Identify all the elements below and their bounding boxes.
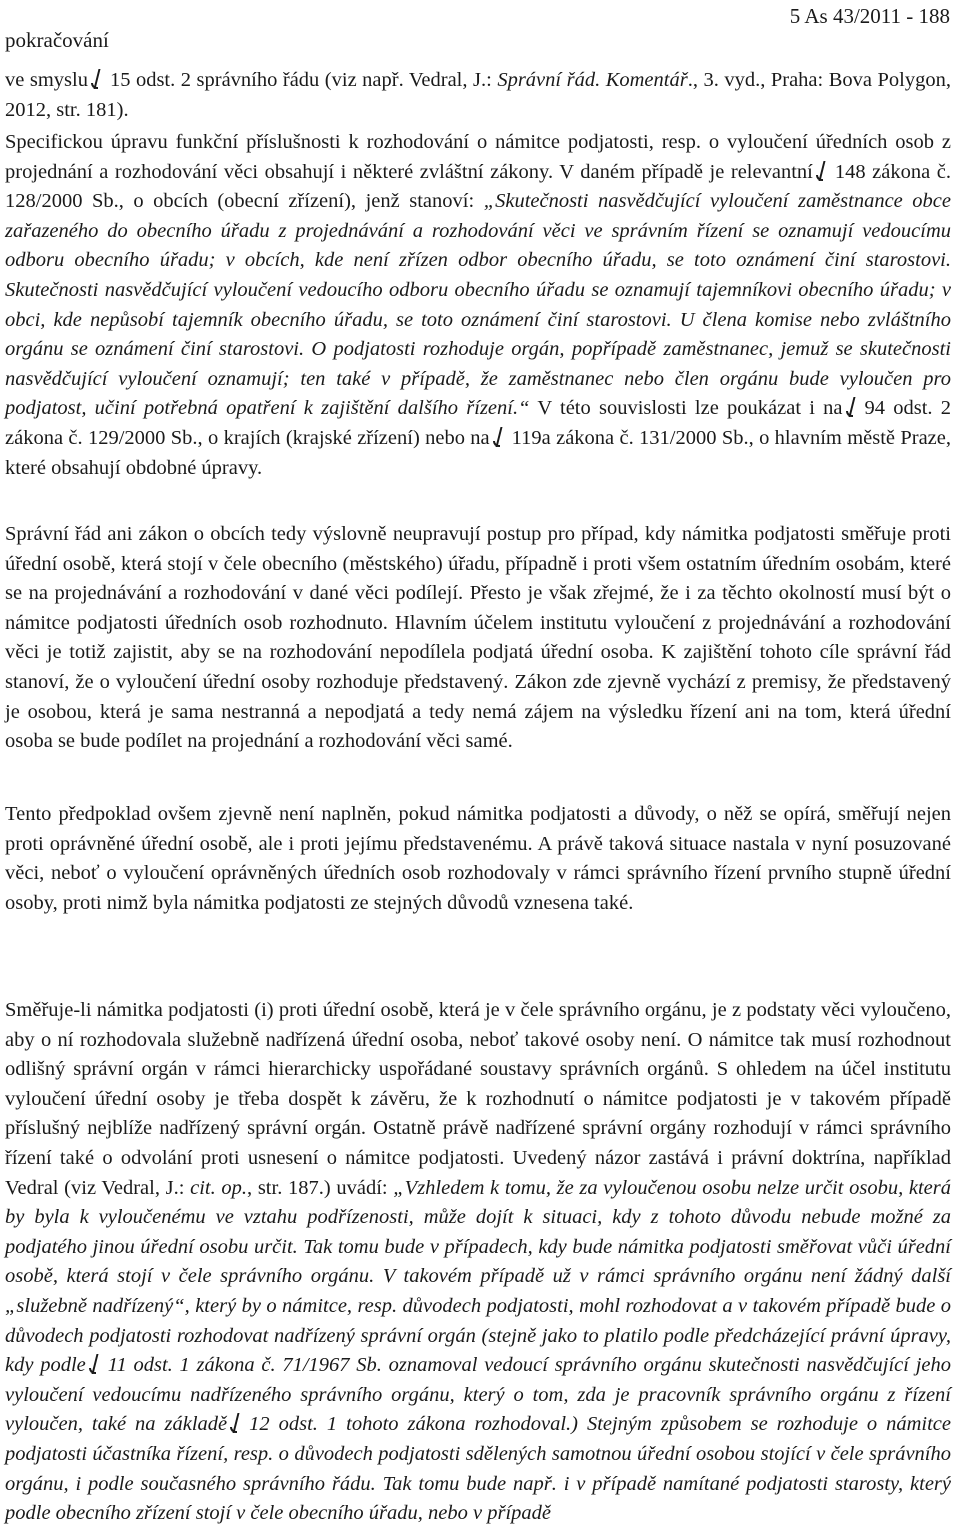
citation-ref: cit. op. bbox=[190, 1176, 248, 1199]
paragraph-2-text-a: Specifickou úpravu funkční příslušnosti k rozhodování o námitce podjatosti, resp. o vyloučení úředních osob z projednání a rozhodování věci obsahují i některé zvláštní zákony. V daném případě je relevantní bbox=[5, 131, 951, 183]
continuation-label: pokračování bbox=[5, 28, 109, 52]
paragraph-2-text-e: 94 odst. 2 zákona č. 129/2000 Sb., o krajích (krajské zřízení) nebo na bbox=[5, 397, 951, 449]
paragraph-1-text-b: 15 odst. 2 správního řádu (viz např. Vedral, J.: bbox=[109, 69, 498, 91]
statute-quote: „Skutečnosti nasvědčující vyloučení zaměstnance obce zařazeného do obecního úřadu z projednávání a rozhodování věci ve správním řízení se oznamují vedoucímu odboru obecního úřadu; v obcích, kde není zřízen odbor obecního úřadu, se toto oznámení činí starostovi. Skutečnosti nasvědčující vyloučení vedoucího odboru obecního úřadu se oznamují tajemníkovi obecního úřadu; v obci, kde nepůsobí tajemník obecního úřadu, se toto oznámení činí starostovi. U člena komise nebo zvláštního orgánu se oznámení činí starostovi. O podjatosti rozhoduje orgán, popřípadě zaměstnanec, jemuž se skutečnosti nasvědčující vyloučení oznamují; ten také v případě, že zaměstnanec nebo člen orgánu bude vyloučen pro podjatost, učiní potřebná opatření k zajištění dalšího řízení.“ bbox=[5, 190, 951, 420]
paragraph-3: Správní řád ani zákon o obcích tedy výslovně neupravují postup pro případ, kdy námitka podjatosti směřuje proti úřední osobě, která stojí v čele obecního (městského) úřadu, případně i proti všem ostatním úředním osobám, které se na projednávání a rozhodování v dané věci podílejí. Přesto je však zřejmé, že i za těchto okolností musí být o námitce podjatosti úředních osob rozhodnuto. Hlavním účelem institutu vyloučení z projednávání a rozhodování věci je totiž zajistit, aby se na rozhodování nepodílela podjatá úřední osoba. K zajištění tohoto cíle správní řád stanoví, že o vyloučení úřední osoby rozhoduje představený. Zákon zde zjevně vychází z premisy, že představený je osobou, která je sama nestranná a nepodjatá a tedy nemá zájem na výsledku řízení ani na tom, která úřední osoba se bude podílet na projednání a rozhodování věci samé. bbox=[5, 523, 951, 753]
paragraph-2 bbox=[5, 128, 951, 483]
paragraph-1 bbox=[5, 66, 951, 125]
paragraph-2-text-d: V této souvislosti lze poukázat i na bbox=[529, 397, 843, 420]
doctrine-quote-c: 12 odst. 1 tohoto zákona rozhodoval.) Stejným způsobem se rozhoduje o námitce podjatosti účastníka řízení, resp. o důvodech podjatosti sdělených samotnou úřední osobou stojící v čele správního orgánu, i podle současného správního řádu. Tak tomu bude např. i v případě namítané podjatosti starosty, který podle obecního zřízení stojí v čele obecního úřadu, nebo v případě bbox=[5, 1413, 952, 1525]
paragraph-1-text-a: ve smyslu bbox=[5, 69, 88, 91]
paragraph-1-text-d: ., 3. vyd., Praha: Bova Polygon, 2012, str. 181). bbox=[5, 69, 951, 121]
section-sign-icon bbox=[493, 427, 506, 447]
paragraph-2-text-b: 148 zákona č. 128/2000 Sb., o obcích (obecní zřízení), jenž stanoví: bbox=[5, 160, 951, 213]
paragraph-2-text-f: 119a zákona č. 131/2000 Sb., o hlavním městě Praze, které obsahují obdobné úpravy. bbox=[5, 426, 951, 479]
section-sign-icon bbox=[89, 1354, 102, 1374]
doctrine-quote-b: 11 odst. 1 zákona č. 71/1967 Sb. oznamoval vedoucí správního orgánu skutečnosti nasvědčující jeho vyloučení vedoucímu nadřízeného správního orgánu, který o tom, zda je pracovník správního orgánu z řízení vyloučen, také na základě bbox=[5, 1354, 951, 1436]
paragraph-4: Tento předpoklad ovšem zjevně není naplněn, pokud námitka podjatosti a důvody, o něž se opírá, směřují nejen proti oprávněné úřední osobě, ale i proti jejímu představenému. A právě taková situace nastala v nyní posuzované věci, neboť o vyloučení oprávněných úředních osob rozhodovaly v rámci správního řízení prvního stupně úřední osoby, proti nimž byla námitka podjatosti ze stejných důvodů vznesena také. bbox=[5, 803, 951, 914]
section-sign-icon bbox=[816, 161, 829, 181]
section-sign-icon bbox=[91, 69, 104, 89]
doctrine-quote-a: „Vzhledem k tomu, že za vyloučenou osobu nelze určit osobu, která by byla k vyloučenému ve vztahu podřízenosti, může dojít k situaci, kdy z tohoto důvodu nebude možné za podjatého jinou úřední osobu určit. Tak tomu bude v případech, kdy bude námitka podjatosti směřovat vůči úřední osobě, která stojí v čele správního orgánu. V takovém případě už v rámci správního orgánu není žádný další „služebně nadřízený“, který by o námitce, resp. důvodech podjatosti, mohl rozhodovat a v takovém případě bude o důvodech podjatosti rozhodovat nadřízený správní orgán (stejně jako to platilo podle předcházející právní úpravy, kdy podle bbox=[5, 1176, 951, 1377]
paragraph-5-text-c: , str. 187.) uvádí: bbox=[247, 1176, 394, 1199]
citation-title: Správní řád. Komentář bbox=[497, 69, 688, 91]
paragraph-5-text-a: Směřuje-li námitka podjatosti (i) proti úřední osobě, která je v čele správního orgánu, je z podstaty věci vyloučeno, aby o ní rozhodovala služebně nadřízená úřední osoba, neboť takové osoby není. O námitce tak musí rozhodnout odlišný správní orgán v rámci hierarchicky uspořádané soustavy správních orgánů. S ohledem na účel institutu vyloučení úřední osoby je třeba dospět k závěru, že k rozhodnutí o námitce podjatosti je v takovém případě příslušný nejblíže nadřízený správní orgán. Ostatně právě nadřízené správní orgány rozhodují v rámci správního řízení také o odvolání proti usnesení o námitce podjatosti. Uvedený názor zastává i právní doktrína, například Vedral (viz Vedral, J.: bbox=[5, 999, 951, 1199]
section-sign-icon bbox=[230, 1413, 243, 1433]
case-number: 5 As 43/2011 - 188 bbox=[789, 4, 950, 28]
paragraph-5 bbox=[5, 996, 951, 1529]
section-sign-icon bbox=[846, 397, 859, 417]
